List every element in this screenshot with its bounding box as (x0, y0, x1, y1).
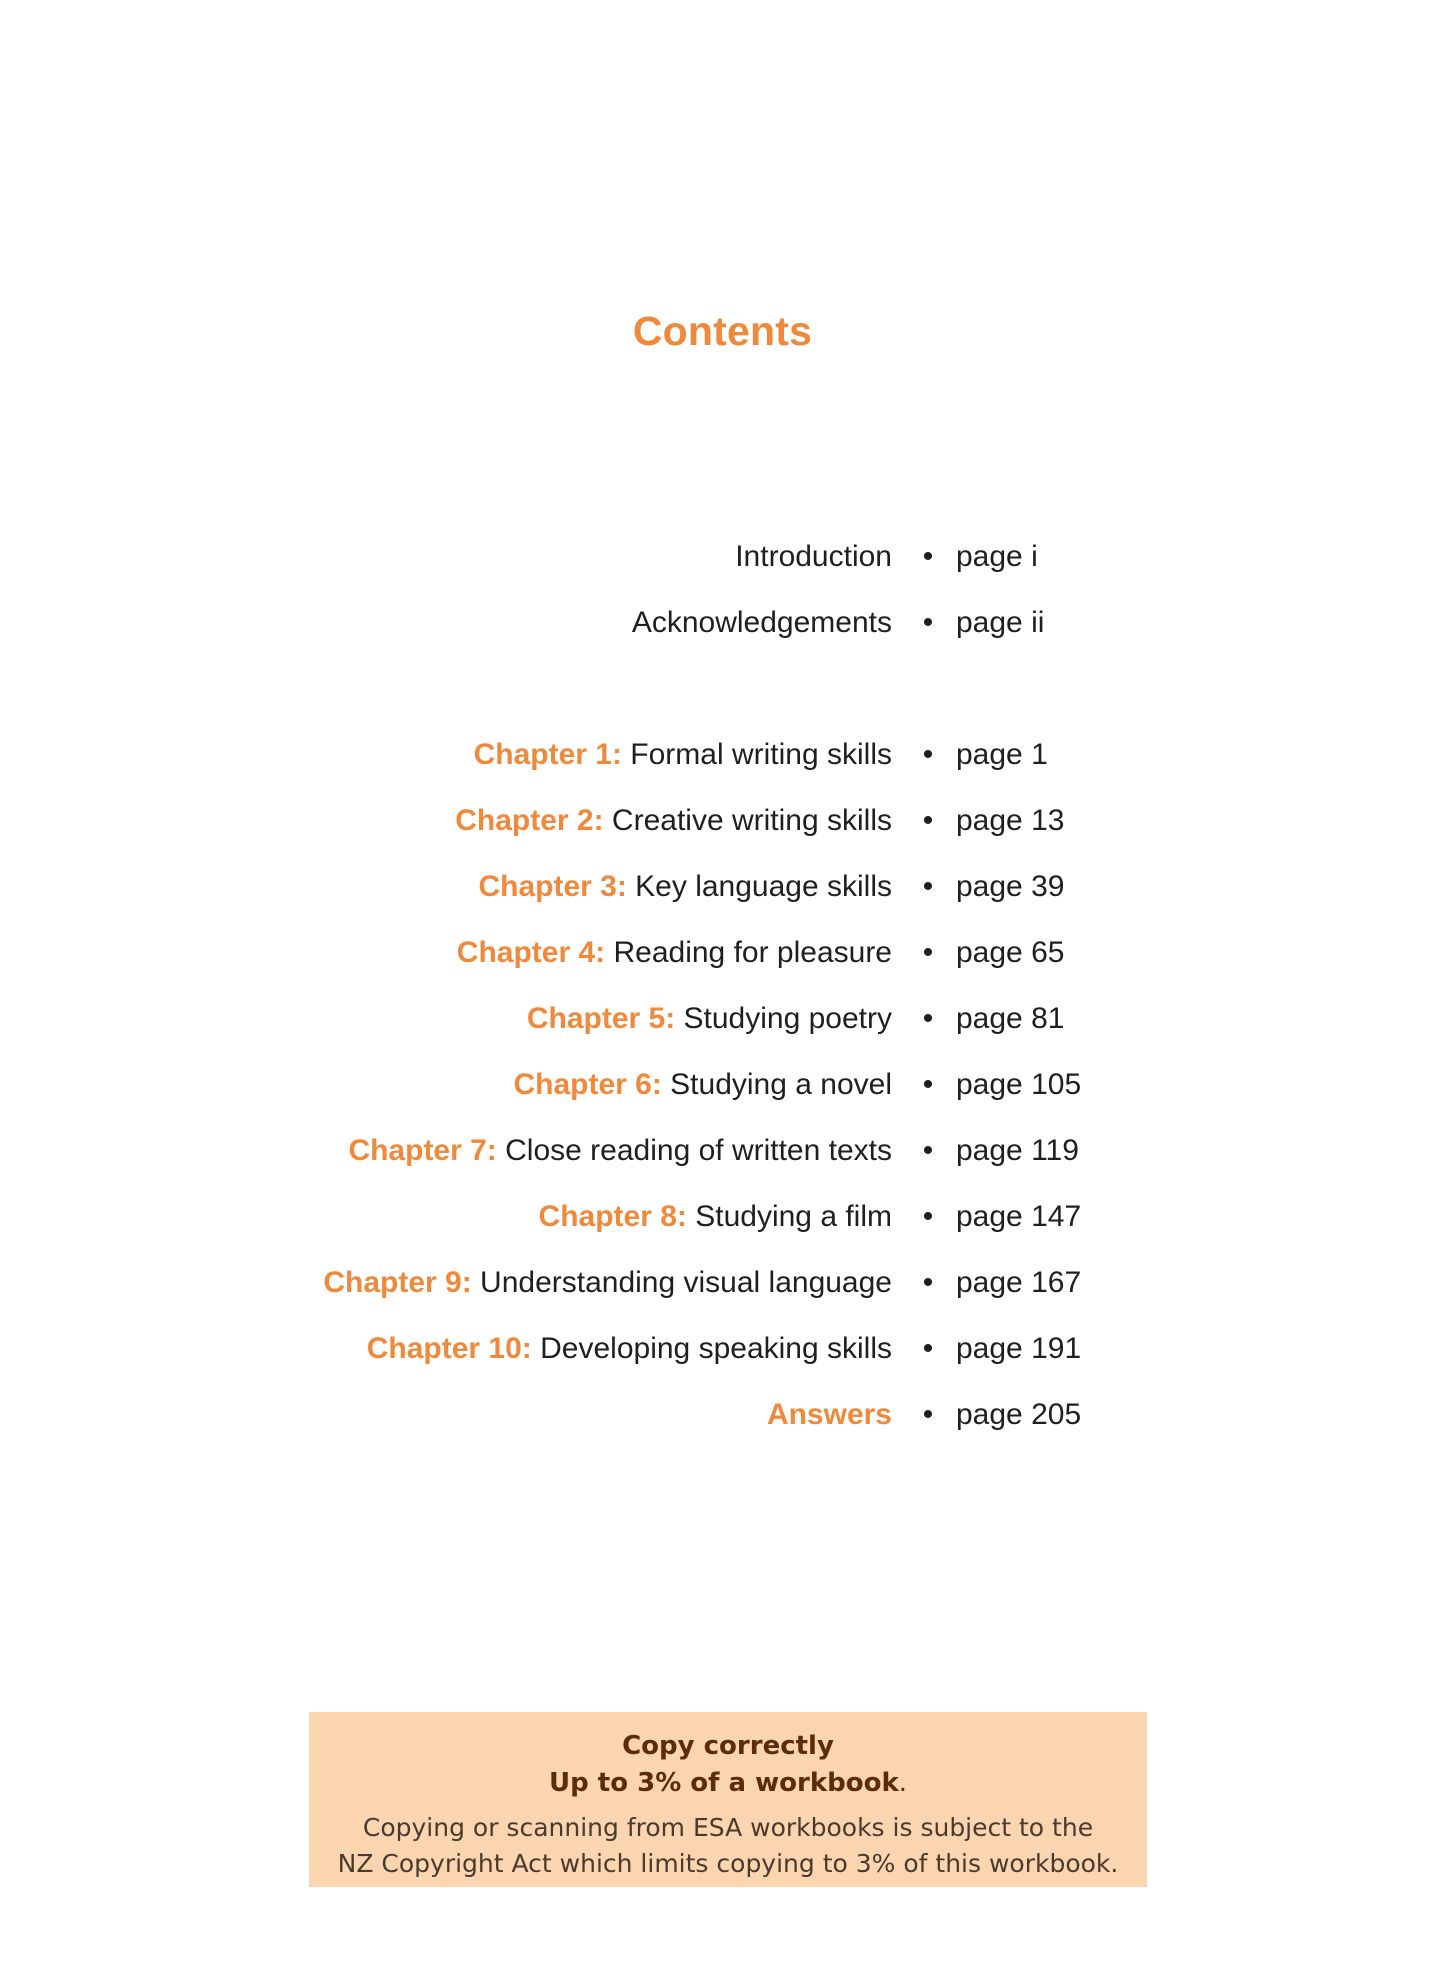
toc-label: Studying poetry (683, 1002, 892, 1035)
toc-label: Formal writing skills (630, 738, 892, 771)
toc-chapter-label: Chapter 7: (348, 1134, 497, 1167)
toc-page-number: page 105 (956, 1068, 1082, 1101)
toc-page-number: page 147 (956, 1200, 1082, 1233)
toc-entry (455, 796, 892, 846)
toc-entry (767, 1390, 892, 1440)
toc-label: Developing speaking skills (540, 1332, 892, 1365)
toc-entry (348, 1126, 892, 1176)
toc-page-number: page 81 (956, 1002, 1065, 1035)
toc-row-chapter-2 (0, 796, 1445, 846)
toc-chapter-label: Chapter 4: (456, 936, 606, 969)
toc-page-number: page 119 (956, 1134, 1079, 1167)
toc-page-number: page ii (956, 606, 1045, 639)
toc-bullet: • (922, 1398, 934, 1431)
toc-row-chapter-4 (0, 928, 1445, 978)
toc-entry (474, 730, 892, 780)
toc-chapter-label: Chapter 2: (455, 804, 604, 837)
toc-label: Acknowledgements (631, 606, 892, 639)
copy-notice-body-line: NZ Copyright Act which limits copying to 3% of this workbook. (337, 1849, 1119, 1878)
toc-chapter-label: Chapter 10: (366, 1332, 532, 1365)
toc-chapter-label: Chapter 3: (478, 870, 627, 903)
toc-page-number: page 39 (956, 870, 1065, 903)
toc-row-chapter-3 (0, 862, 1445, 912)
toc-page-number: page 205 (956, 1398, 1082, 1431)
toc-chapter-label: Chapter 1: (473, 738, 622, 771)
toc-label: Creative writing skills (611, 804, 892, 837)
toc-bullet: • (922, 1200, 934, 1233)
toc-bullet: • (922, 936, 934, 969)
toc-row-chapter-9 (0, 1258, 1445, 1308)
toc-row-chapter-5 (0, 994, 1445, 1044)
copy-notice-subheading-period: . (898, 1768, 908, 1798)
toc-label: Reading for pleasure (613, 936, 892, 969)
copy-notice-heading: Copy correctly (622, 1731, 834, 1761)
toc-page-number: page i (956, 540, 1038, 573)
toc-row-introduction (0, 532, 1445, 582)
toc-label: Close reading of written texts (505, 1134, 892, 1167)
toc-entry (323, 1258, 892, 1308)
toc-chapter-label: Answers (766, 1398, 892, 1431)
toc-bullet: • (922, 540, 934, 573)
toc-entry (527, 994, 892, 1044)
toc-label: Studying a film (695, 1200, 892, 1233)
toc-row-chapter-10 (0, 1324, 1445, 1374)
toc-chapter-label: Chapter 5: (526, 1002, 676, 1035)
toc-entry (367, 1324, 892, 1374)
copy-notice-subheading-text: Up to 3% of a workbook (548, 1768, 899, 1798)
toc-page-number: page 13 (956, 804, 1065, 837)
toc-bullet: • (922, 1332, 934, 1365)
toc-bullet: • (922, 804, 934, 837)
toc-label: Key language skills (635, 870, 892, 903)
toc-chapter-label: Chapter 9: (323, 1266, 472, 1299)
toc-bullet: • (922, 870, 934, 903)
toc-row-chapter-7 (0, 1126, 1445, 1176)
toc-label: Understanding visual language (480, 1266, 892, 1299)
toc-chapter-label: Chapter 6: (513, 1068, 662, 1101)
toc-bullet: • (922, 1134, 934, 1167)
toc-label: Introduction (735, 540, 892, 573)
toc-page-number: page 65 (956, 936, 1065, 969)
copy-notice-body (309, 1810, 1147, 1882)
copy-notice-box (309, 1712, 1147, 1887)
toc-entry (457, 928, 892, 978)
copy-notice-body-line: Copying or scanning from ESA workbooks is subject to the (362, 1813, 1094, 1842)
toc-row-acknowledgements (0, 598, 1445, 648)
toc-page-number: page 1 (956, 738, 1048, 771)
toc-bullet: • (922, 1266, 934, 1299)
toc-bullet: • (922, 1068, 934, 1101)
toc-label: Studying a novel (670, 1068, 892, 1101)
copy-notice-subheading (309, 1764, 1147, 1802)
toc-entry (478, 862, 892, 912)
toc-chapter-label: Chapter 8: (538, 1200, 687, 1233)
toc-page-number: page 191 (956, 1332, 1082, 1365)
toc-bullet: • (922, 606, 934, 639)
toc-page-number: page 167 (956, 1266, 1082, 1299)
toc-row-chapter-8 (0, 1192, 1445, 1242)
toc-row-answers (0, 1390, 1445, 1440)
toc-row-chapter-6 (0, 1060, 1445, 1110)
toc-entry (513, 1060, 892, 1110)
toc-row-chapter-1 (0, 730, 1445, 780)
toc-bullet: • (922, 738, 934, 771)
toc-entry (539, 1192, 892, 1242)
page-title: Contents (632, 308, 813, 354)
toc-bullet: • (922, 1002, 934, 1035)
